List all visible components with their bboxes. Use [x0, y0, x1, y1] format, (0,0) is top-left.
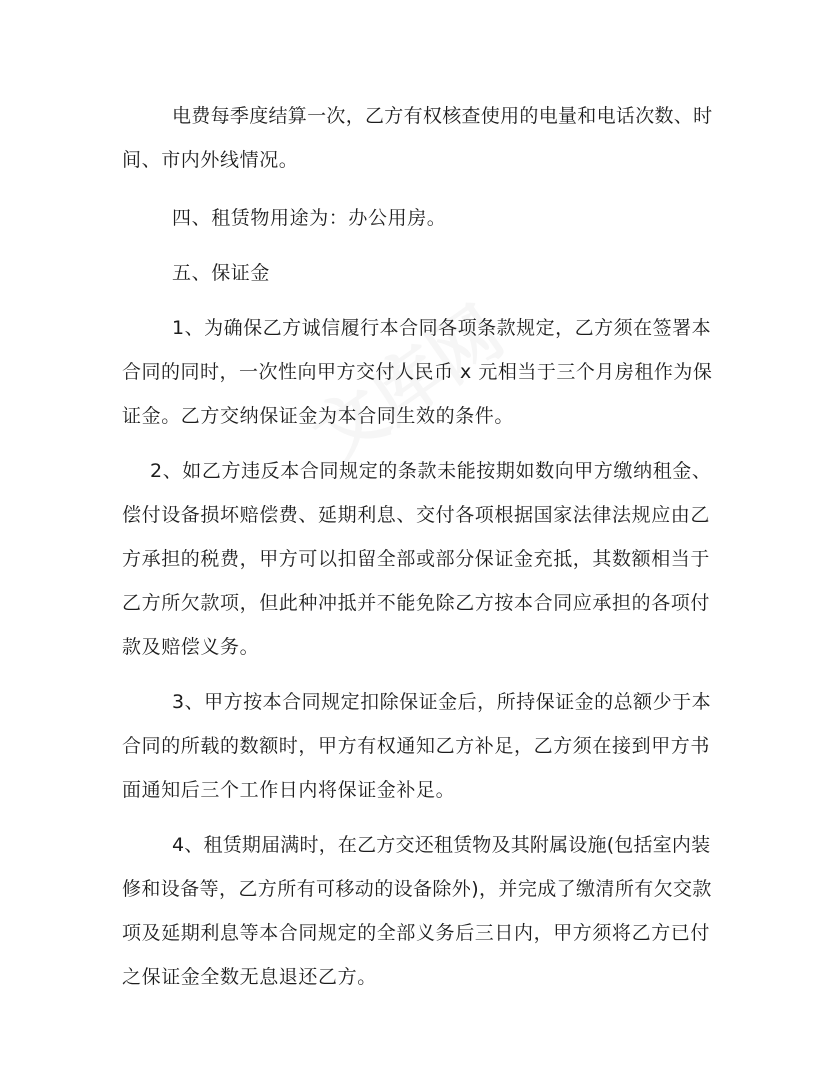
paragraph-line: 证金。乙方交纳保证金为本合同生效的条件。	[122, 405, 515, 427]
paragraph-line: 1、为确保乙方诚信履行本合同各项条款规定，乙方须在签署本	[172, 317, 712, 339]
paragraph-line: 修和设备等，乙方所有可移动的设备除外)，并完成了缴清所有欠交款	[122, 878, 712, 900]
paragraph-line: 电费每季度结算一次，乙方有权核查使用的电量和电话次数、时	[172, 105, 713, 127]
paragraph-line: 4、租赁期届满时，在乙方交还租赁物及其附属设施(包括室内装	[172, 834, 711, 856]
paragraph-line: 间、市内外线情况。	[122, 149, 299, 171]
section-heading: 五、保证金	[172, 262, 271, 284]
paragraph-line: 合同的同时，一次性向甲方交付人民币 x 元相当于三个月房租作为保	[122, 361, 713, 383]
paragraph-line: 2、如乙方违反本合同规定的条款未能按期如数向甲方缴纳租金、	[150, 460, 712, 482]
paragraph-line: 项及延期利息等本合同规定的全部义务后三日内，甲方须将乙方已付	[122, 922, 711, 944]
paragraph-line: 款及赔偿义务。	[122, 636, 260, 658]
paragraph-line: 合同的所载的数额时，甲方有权通知乙方补足，乙方须在接到甲方书	[122, 735, 711, 757]
paragraph-line: 之保证金全数无息退还乙方。	[122, 966, 377, 988]
paragraph-line: 3、甲方按本合同规定扣除保证金后，所持保证金的总额少于本	[172, 691, 712, 713]
section-heading: 四、租赁物用途为：办公用房。	[172, 207, 447, 229]
paragraph-line: 面通知后三个工作日内将保证金补足。	[122, 779, 456, 801]
paragraph-line: 偿付设备损坏赔偿费、延期利息、交付各项根据国家法律法规应由乙	[122, 504, 711, 526]
paragraph-line: 乙方所欠款项，但此种冲抵并不能免除乙方按本合同应承担的各项付	[122, 592, 711, 614]
paragraph-line: 方承担的税费，甲方可以扣留全部或部分保证金充抵，其数额相当于	[122, 548, 711, 570]
